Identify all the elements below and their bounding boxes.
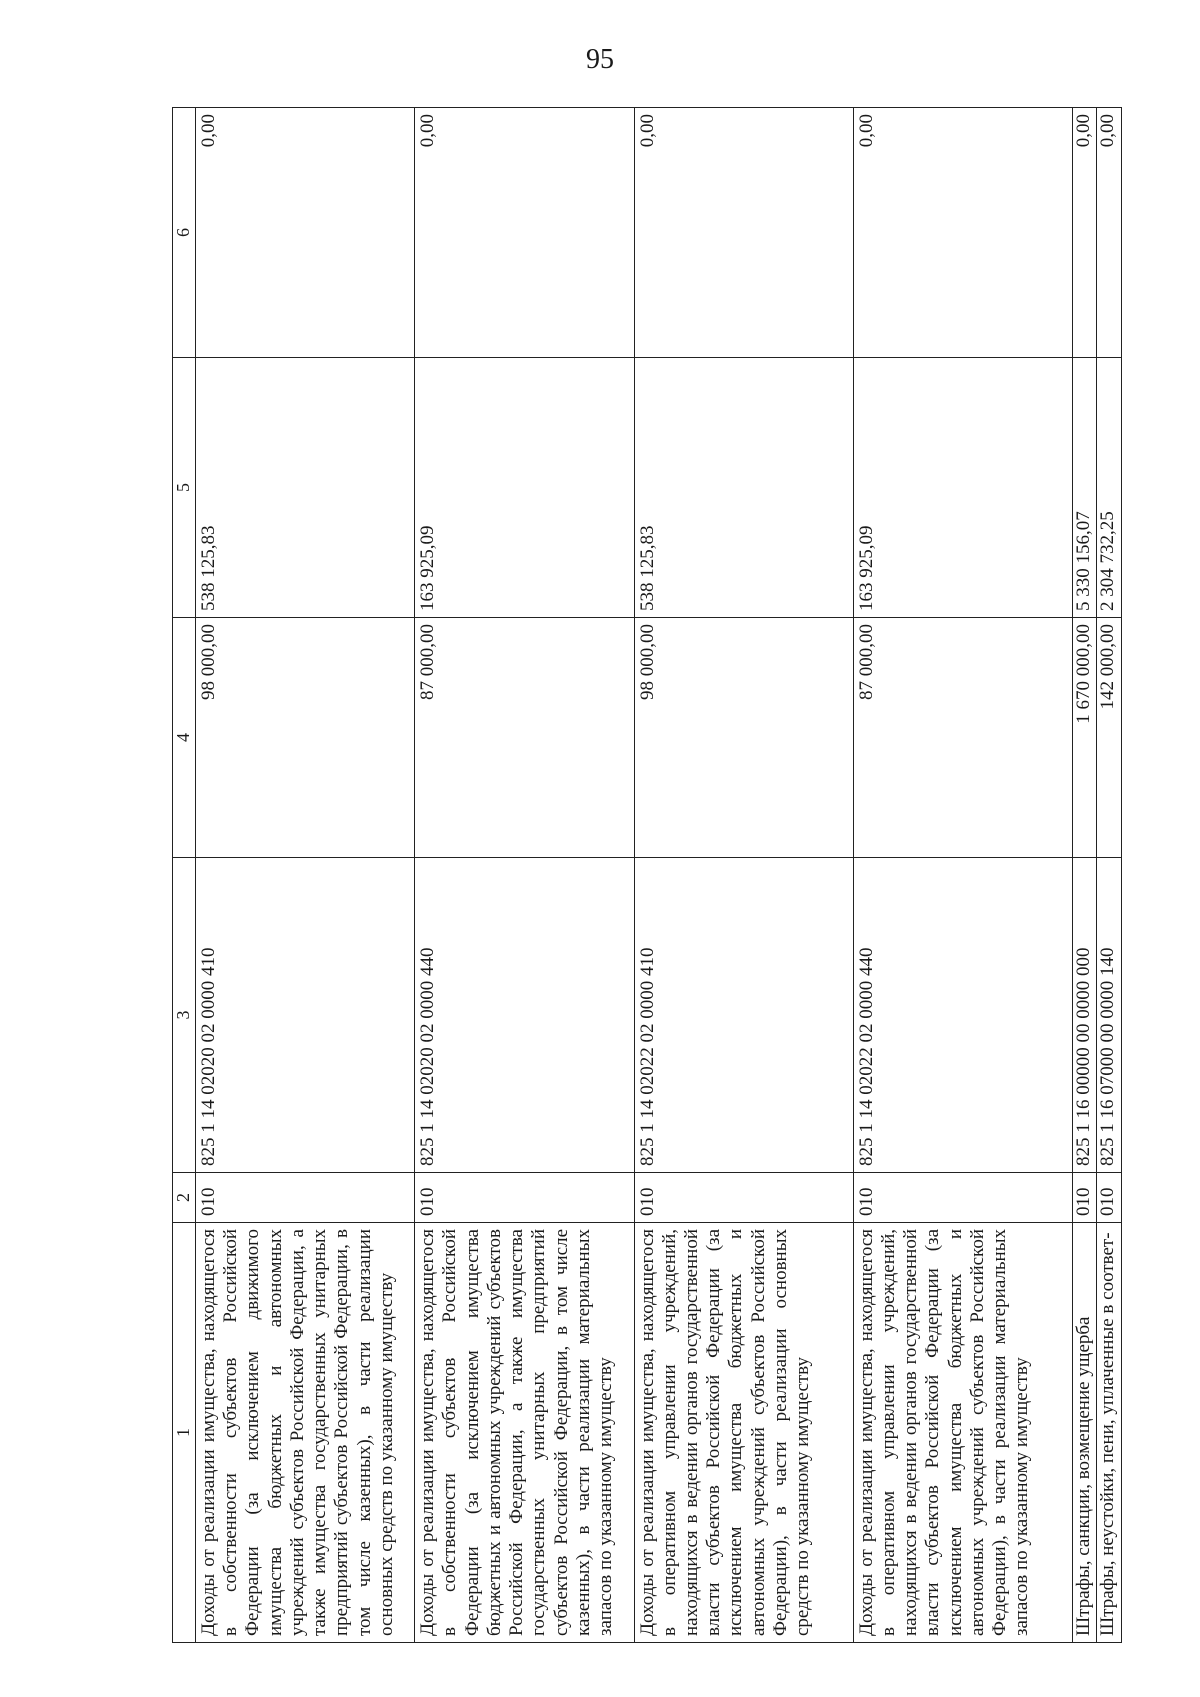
income-description: Доходы от реализации имущества, находящегося в оперативном управлении учреждений, находящихся в ведении органов государственной власти субъектов Российской Федерации (за исключением имущества бюджетных и автономных учреждений субъектов Российской Федерации), в части реализации основных средств по указанному имуществу: [634, 1223, 853, 1643]
plan-amount: 142 000,00: [1097, 618, 1122, 858]
executed-amount: 538 125,83: [634, 358, 853, 618]
income-description: Штрафы, неустойки, пени, уплаченные в соответ-: [1097, 1223, 1122, 1643]
column-header-1: 1: [173, 1223, 196, 1643]
line-code: 010: [196, 1173, 415, 1223]
remainder-amount: 0,00: [1073, 108, 1097, 358]
page-number: 95: [586, 44, 614, 75]
budget-classification-code: 825 1 14 02020 02 0000 410: [196, 858, 415, 1173]
remainder-amount: 0,00: [853, 108, 1072, 358]
executed-amount: 538 125,83: [196, 358, 415, 618]
column-header-4: 4: [173, 618, 196, 858]
executed-amount: 2 304 732,25: [1097, 358, 1122, 618]
budget-income-table: [172, 107, 1122, 1643]
table-row: [415, 108, 634, 1643]
plan-amount: 98 000,00: [196, 618, 415, 858]
income-description: Доходы от реализации имущества, находящегося в оперативном управлении учреждений, находящихся в ведении органов государственной власти субъектов Российской Федерации (за исключением имущества бюджетных и автономных учреждений субъектов Российской Федерации), в части реализации материальных запасов по указанному имуществу: [853, 1223, 1072, 1643]
table-row: [196, 108, 415, 1643]
budget-classification-code: 825 1 14 02022 02 0000 440: [853, 858, 1072, 1173]
column-header-6: 6: [173, 108, 196, 358]
income-description: Доходы от реализации имущества, находящегося в собственности субъектов Российской Федерации (за исключением имущества бюджетных и автономных учреждений субъектов Российской Федерации, а также имущества государственных унитарных предприятий субъектов Российской Федерации, в том числе казенных), в части реализации материальных запасов по указанному имуществу: [415, 1223, 634, 1643]
remainder-amount: 0,00: [1097, 108, 1122, 358]
budget-classification-code: 825 1 14 02020 02 0000 440: [415, 858, 634, 1173]
remainder-amount: 0,00: [196, 108, 415, 358]
executed-amount: 163 925,09: [853, 358, 1072, 618]
plan-amount: 87 000,00: [415, 618, 634, 858]
line-code: 010: [634, 1173, 853, 1223]
line-code: 010: [415, 1173, 634, 1223]
line-code: 010: [1097, 1173, 1122, 1223]
rotated-table-container: [172, 108, 1122, 1643]
line-code: 010: [1073, 1173, 1097, 1223]
header-row: [173, 108, 196, 1643]
column-header-5: 5: [173, 358, 196, 618]
plan-amount: 87 000,00: [853, 618, 1072, 858]
income-description: Штрафы, санкции, возмещение ущерба: [1073, 1223, 1097, 1643]
budget-classification-code: 825 1 16 00000 00 0000 000: [1073, 858, 1097, 1173]
table-row: [1097, 108, 1122, 1643]
column-header-3: 3: [173, 858, 196, 1173]
executed-amount: 5 330 156,07: [1073, 358, 1097, 618]
remainder-amount: 0,00: [634, 108, 853, 358]
budget-classification-code: 825 1 16 07000 00 0000 140: [1097, 858, 1122, 1173]
line-code: 010: [853, 1173, 1072, 1223]
plan-amount: 98 000,00: [634, 618, 853, 858]
remainder-amount: 0,00: [415, 108, 634, 358]
executed-amount: 163 925,09: [415, 358, 634, 618]
table-row: [1073, 108, 1097, 1643]
table-row: [634, 108, 853, 1643]
plan-amount: 1 670 000,00: [1073, 618, 1097, 858]
table-row: [853, 108, 1072, 1643]
budget-classification-code: 825 1 14 02022 02 0000 410: [634, 858, 853, 1173]
income-description: Доходы от реализации имущества, находящегося в собственности субъектов Российской Федерации (за исключением движимого имущества бюджетных и автономных учреждений субъектов Российской Федерации, а также имущества государственных унитарных предприятий субъектов Российской Федерации, в том числе казенных), в части реализации основных средств по указанному имуществу: [196, 1223, 415, 1643]
column-header-2: 2: [173, 1173, 196, 1223]
